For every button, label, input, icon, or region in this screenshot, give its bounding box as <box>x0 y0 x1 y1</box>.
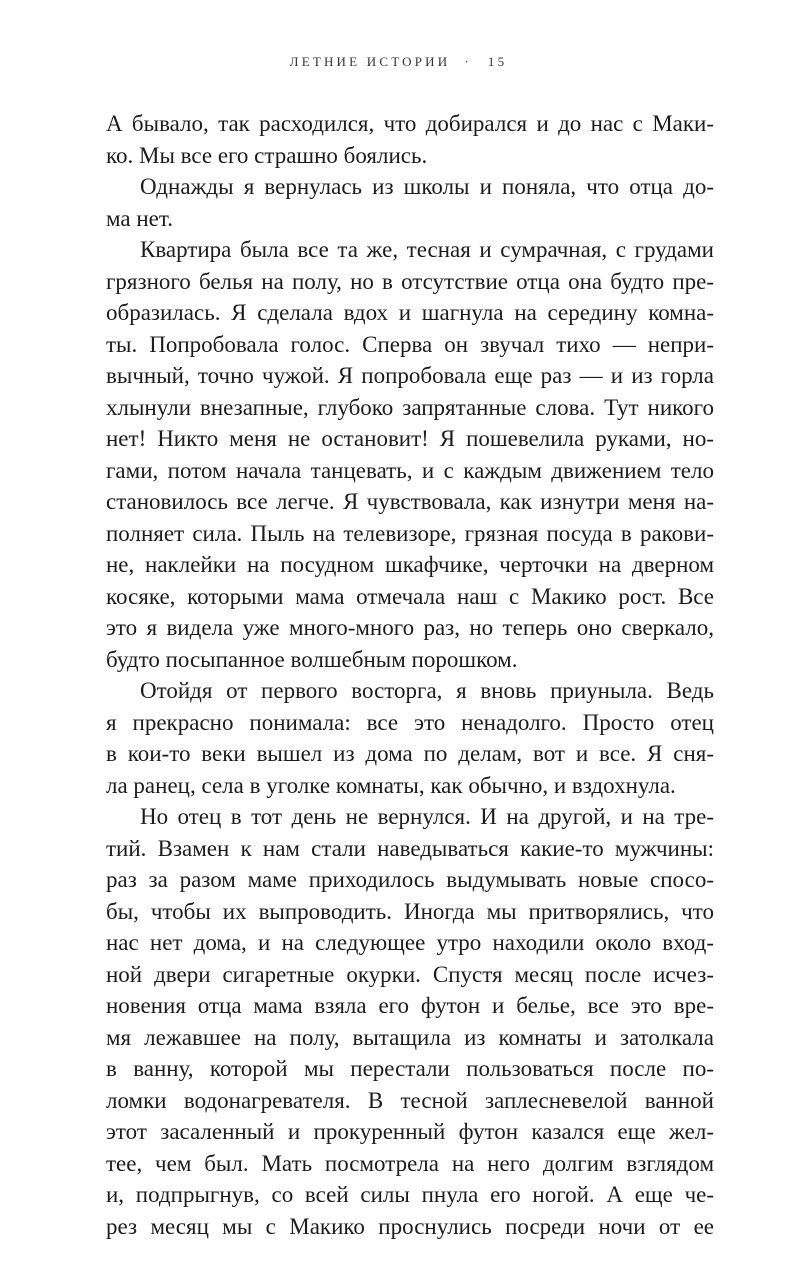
page-number: 15 <box>487 54 508 69</box>
text-line: нас нет дома, и на следующее утро находили около вход- <box>106 930 714 955</box>
text-line: раз за разом маме приходилось выдумывать новые спосо- <box>106 867 714 892</box>
text-line: этот засаленный и прокуренный футон казался еще жел- <box>106 1119 714 1144</box>
text-line: косяке, которыми мама отмечала наш с Макико рост. Все <box>106 583 714 609</box>
text-line: тий. Взамен к нам стали наведываться какие-то мужчины: <box>106 835 714 861</box>
text-line: ла ранец, села в уголке комнаты, как обычно, и вздохнула. <box>106 772 676 798</box>
text-line: мя лежавшее на полу, вытащила из комнаты и затолкала <box>106 1024 714 1050</box>
text-line: А бывало, так расходился, что добирался и до нас с Маки- <box>106 111 714 136</box>
text-line: Отойдя от первого восторга, я вновь приуныла. Ведь <box>140 678 714 703</box>
text-line: Квартира была все та же, тесная и сумрачная, с грудами <box>140 237 714 262</box>
text-line: ты. Попробовала голос. Сперва он звучал тихо — непри- <box>106 331 714 357</box>
text-line: будто посыпанное волшебным порошком. <box>106 646 518 672</box>
text-line: хлынули внезапные, глубоко запрятанные слова. Тут никого <box>106 394 714 420</box>
text-line: я прекрасно понимала: все это ненадолго. Просто отец <box>106 709 714 735</box>
text-line: новения отца мама взяла его футон и белье, все это вре- <box>106 993 714 1018</box>
text-line: полняет сила. Пыль на телевизоре, грязная посуда в ракови- <box>106 520 714 546</box>
text-line: нет! Никто меня не остановит! Я пошевелила руками, но- <box>106 426 714 451</box>
text-line: Однажды я вернулась из школы и поняла, что отца до- <box>140 174 714 199</box>
text-line: образилась. Я сделала вдох и шагнула на середину комна- <box>106 300 714 325</box>
text-line: грязного белья на полу, но в отсутствие отца она будто пре- <box>106 268 714 294</box>
text-line: не, наклейки на посудном шкафчике, черточки на дверном <box>106 552 714 577</box>
body-text <box>106 108 714 1242</box>
text-line: в кои-то веки вышел из дома по делам, вот и все. Я сня- <box>106 741 714 766</box>
text-line: ломки водонагревателя. В тесной заплесневелой ванной <box>106 1087 714 1113</box>
text-line: гами, потом начала танцевать, и с каждым движением тело <box>106 457 714 483</box>
running-title: ЛЕТНИЕ ИСТОРИИ <box>289 54 451 69</box>
text-line: в ванну, которой мы перестали пользоваться после по- <box>106 1056 714 1081</box>
header-separator: · <box>464 54 472 69</box>
text-line: становилось все легче. Я чувствовала, как изнутри меня на- <box>106 489 714 514</box>
text-line: Но отец в тот день не вернулся. И на другой, и на тре- <box>140 804 714 829</box>
text-line: ко. Мы все его страшно боялись. <box>106 142 428 168</box>
text-line: бы, чтобы их выпроводить. Иногда мы притворялись, что <box>106 898 714 924</box>
text-line: это я видела уже много-много раз, но теперь оно сверкало, <box>106 615 714 640</box>
text-line: вычный, точно чужой. Я попробовала еще раз — и из горла <box>106 363 714 388</box>
text-line: тее, чем был. Мать посмотрела на него долгим взглядом <box>106 1150 714 1176</box>
text-line: рез месяц мы с Макико проснулись посреди ночи от ее <box>106 1213 714 1239</box>
text-line: и, подпрыгнув, со всей силы пнула его ногой. А еще че- <box>106 1182 714 1207</box>
running-header <box>0 54 797 70</box>
text-line: ма нет. <box>106 205 173 231</box>
text-line: ной двери сигаретные окурки. Спустя месяц после исчез- <box>106 961 714 987</box>
